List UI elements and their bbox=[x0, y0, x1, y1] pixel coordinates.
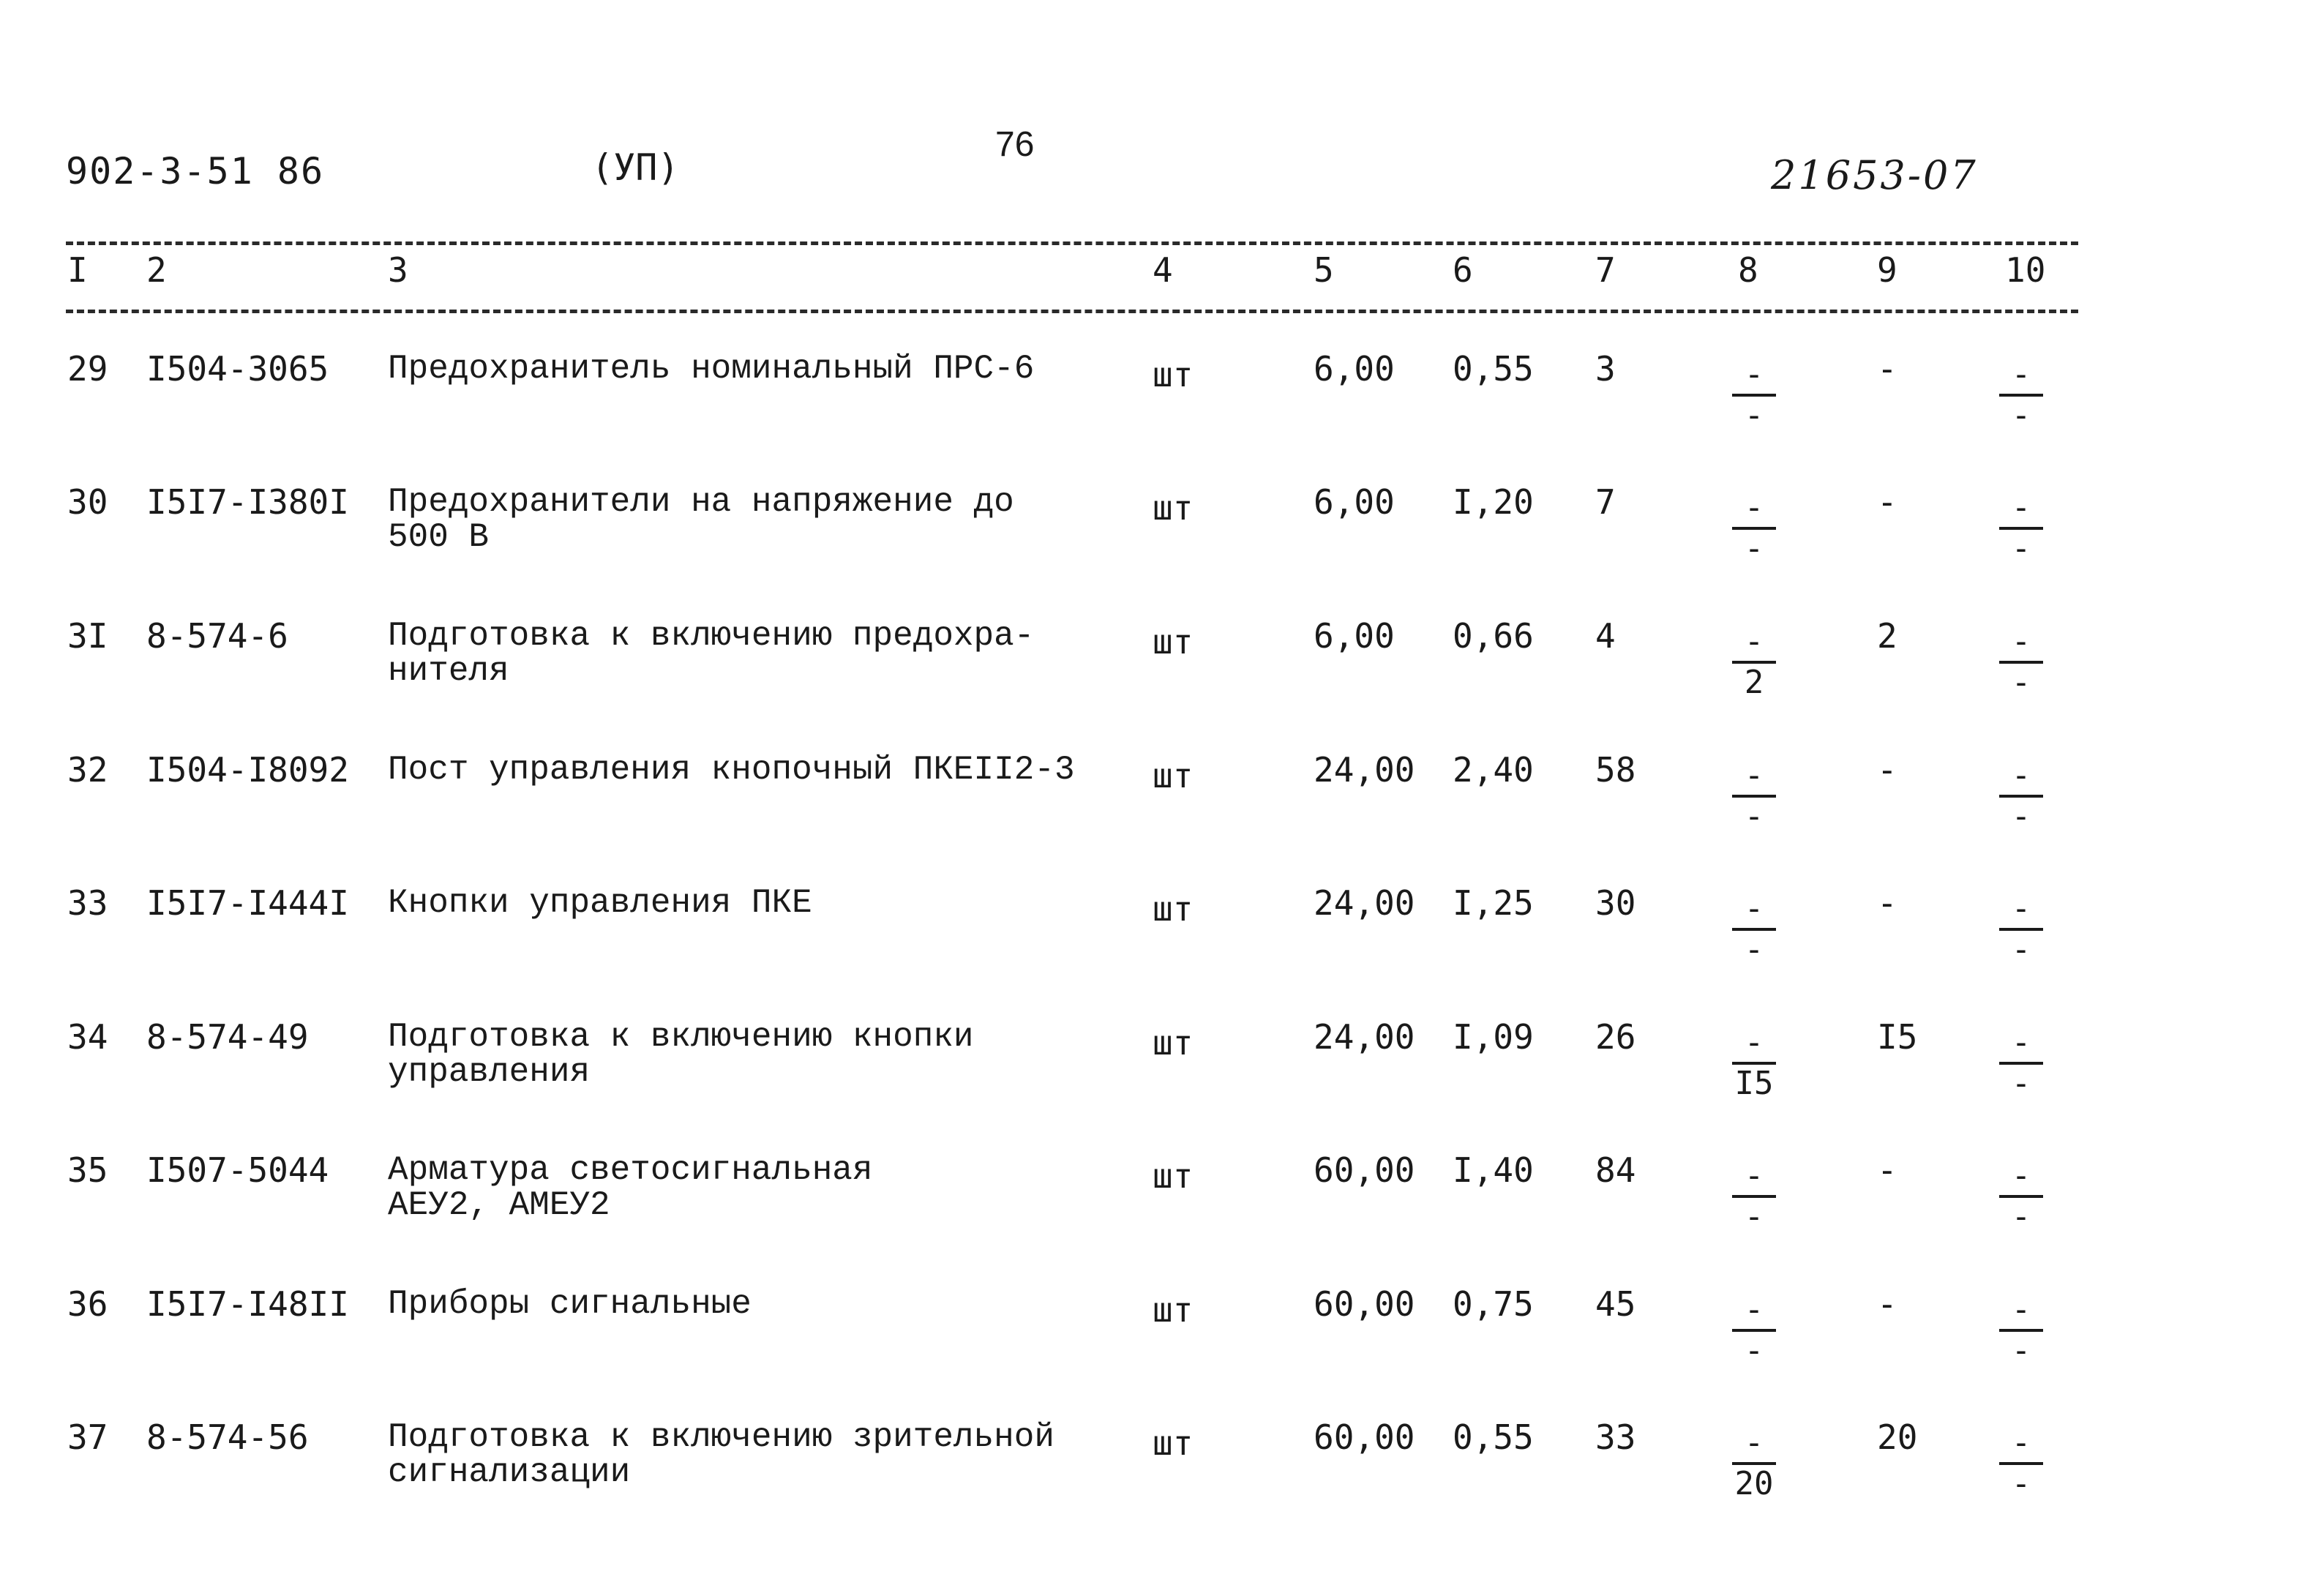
item-code: I5I7-I380I bbox=[146, 482, 349, 522]
col8-top: - bbox=[1744, 623, 1764, 660]
col8-top: - bbox=[1744, 356, 1764, 393]
item-code: I5I7-I48II bbox=[146, 1284, 349, 1324]
row-number: 36 bbox=[67, 1284, 108, 1324]
col10-bottom: - bbox=[2011, 664, 2031, 701]
total-value: 84 bbox=[1595, 1150, 1636, 1190]
unit: шт bbox=[1153, 889, 1194, 929]
description-line: Приборы сигнальные bbox=[388, 1285, 752, 1323]
item-code: I5I7-I444I bbox=[146, 883, 349, 923]
item-description bbox=[388, 1153, 873, 1223]
description-line: управления bbox=[388, 1053, 591, 1091]
page-number: 76 bbox=[995, 125, 1035, 164]
col10-bottom: - bbox=[2011, 530, 2031, 567]
unit-value: I,20 bbox=[1453, 482, 1534, 522]
row-number: 3I bbox=[67, 616, 108, 656]
col8-top: - bbox=[1744, 1424, 1764, 1461]
col10-top: - bbox=[2011, 890, 2031, 927]
col9-value: 2 bbox=[1877, 616, 1897, 656]
unit-value: I,25 bbox=[1453, 883, 1534, 923]
col10-bottom: - bbox=[2011, 1198, 2031, 1235]
col10-top: - bbox=[2011, 1424, 2031, 1461]
quantity: 60,00 bbox=[1314, 1150, 1415, 1190]
col10-top: - bbox=[2011, 1157, 2031, 1194]
col9-value: - bbox=[1877, 482, 1897, 522]
row-number: 32 bbox=[67, 750, 108, 790]
col10-fraction bbox=[1999, 489, 2043, 567]
item-description bbox=[388, 1286, 752, 1322]
column-header-3: 3 bbox=[388, 250, 408, 290]
column-header-5: 5 bbox=[1314, 250, 1334, 290]
column-header-2: 2 bbox=[146, 250, 167, 290]
quantity: 60,00 bbox=[1314, 1284, 1415, 1324]
col10-fraction bbox=[1999, 1424, 2043, 1502]
col10-top: - bbox=[2011, 1291, 2031, 1328]
item-description bbox=[388, 618, 1034, 689]
unit-value: 0,66 bbox=[1453, 616, 1534, 656]
col10-fraction bbox=[1999, 623, 2043, 701]
unit: шт bbox=[1153, 622, 1194, 662]
total-value: 58 bbox=[1595, 750, 1636, 790]
col10-top: - bbox=[2011, 1024, 2031, 1061]
description-line: сигнализации bbox=[388, 1453, 631, 1491]
col8-bottom: - bbox=[1744, 798, 1764, 835]
description-line: АЕУ2, АМЕУ2 bbox=[388, 1186, 610, 1224]
description-line: 500 В bbox=[388, 518, 490, 556]
unit-value: 0,55 bbox=[1453, 1417, 1534, 1457]
col9-value: - bbox=[1877, 750, 1897, 790]
col10-bottom: - bbox=[2011, 931, 2031, 968]
quantity: 6,00 bbox=[1314, 349, 1395, 389]
col8-top: - bbox=[1744, 1024, 1764, 1061]
quantity: 24,00 bbox=[1314, 1017, 1415, 1057]
unit-value: 0,55 bbox=[1453, 349, 1534, 389]
col8-fraction bbox=[1732, 1024, 1776, 1102]
column-header-7: 7 bbox=[1595, 250, 1616, 290]
total-value: 7 bbox=[1595, 482, 1616, 522]
description-line: Кнопки управления ПКЕ bbox=[388, 884, 812, 922]
col8-fraction bbox=[1732, 356, 1776, 434]
table-header-dashed-rule bbox=[66, 310, 2078, 313]
row-number: 29 bbox=[67, 349, 108, 389]
col9-value: I5 bbox=[1877, 1017, 1918, 1057]
total-value: 33 bbox=[1595, 1417, 1636, 1457]
item-description bbox=[388, 1420, 1054, 1490]
col10-fraction bbox=[1999, 1157, 2043, 1235]
item-code: I504-3065 bbox=[146, 349, 329, 389]
col8-fraction bbox=[1732, 757, 1776, 835]
col10-fraction bbox=[1999, 757, 2043, 835]
col8-top: - bbox=[1744, 890, 1764, 927]
description-line: Пост управления кнопочный ПКЕII2-3 bbox=[388, 751, 1075, 789]
quantity: 60,00 bbox=[1314, 1417, 1415, 1457]
unit: шт bbox=[1153, 756, 1194, 795]
col8-fraction bbox=[1732, 1157, 1776, 1235]
col8-fraction bbox=[1732, 1291, 1776, 1369]
col8-bottom: 2 bbox=[1744, 664, 1764, 701]
col8-top: - bbox=[1744, 1157, 1764, 1194]
item-description bbox=[388, 752, 1075, 787]
row-number: 33 bbox=[67, 883, 108, 923]
col8-top: - bbox=[1744, 1291, 1764, 1328]
unit-value: 2,40 bbox=[1453, 750, 1534, 790]
col8-fraction bbox=[1732, 489, 1776, 567]
column-header-6: 6 bbox=[1453, 250, 1473, 290]
col9-value: 20 bbox=[1877, 1417, 1918, 1457]
item-description bbox=[388, 885, 812, 921]
col10-fraction bbox=[1999, 890, 2043, 968]
unit: шт bbox=[1153, 488, 1194, 528]
col10-bottom: - bbox=[2011, 1332, 2031, 1369]
item-code: 8-574-49 bbox=[146, 1017, 309, 1057]
row-number: 30 bbox=[67, 482, 108, 522]
col8-fraction bbox=[1732, 1424, 1776, 1502]
item-code: 8-574-56 bbox=[146, 1417, 309, 1457]
total-value: 45 bbox=[1595, 1284, 1636, 1324]
column-header-1: I bbox=[67, 250, 88, 290]
table-top-dashed-rule bbox=[66, 241, 2078, 245]
row-number: 34 bbox=[67, 1017, 108, 1057]
col10-bottom: - bbox=[2011, 397, 2031, 434]
column-header-10: 10 bbox=[2005, 250, 2046, 290]
unit: шт bbox=[1153, 355, 1194, 394]
col8-bottom: - bbox=[1744, 397, 1764, 434]
description-line: Подготовка к включению кнопки bbox=[388, 1018, 974, 1056]
item-description bbox=[388, 484, 1014, 555]
col9-value: - bbox=[1877, 883, 1897, 923]
col8-fraction bbox=[1732, 623, 1776, 701]
description-line: нителя bbox=[388, 652, 509, 690]
col8-bottom: 20 bbox=[1734, 1465, 1774, 1502]
col9-value: - bbox=[1877, 1150, 1897, 1190]
col10-top: - bbox=[2011, 489, 2031, 526]
column-header-4: 4 bbox=[1153, 250, 1173, 290]
description-line: Арматура светосигнальная bbox=[388, 1151, 873, 1189]
quantity: 24,00 bbox=[1314, 750, 1415, 790]
col8-bottom: - bbox=[1744, 530, 1764, 567]
total-value: 30 bbox=[1595, 883, 1636, 923]
document-mark: (УП) bbox=[591, 146, 680, 189]
col9-value: - bbox=[1877, 349, 1897, 389]
col8-fraction bbox=[1732, 890, 1776, 968]
col8-bottom: I5 bbox=[1734, 1065, 1774, 1102]
col8-bottom: - bbox=[1744, 1198, 1764, 1235]
sheet-code: 21653-07 bbox=[1771, 152, 1978, 198]
description-line: Подготовка к включению зрительной bbox=[388, 1418, 1054, 1456]
document-code: 902-3-51 86 bbox=[66, 150, 325, 192]
column-header-9: 9 bbox=[1877, 250, 1897, 290]
col10-fraction bbox=[1999, 1291, 2043, 1369]
col10-fraction bbox=[1999, 1024, 2043, 1102]
unit-value: 0,75 bbox=[1453, 1284, 1534, 1324]
description-line: Подготовка к включению предохра- bbox=[388, 617, 1035, 655]
unit: шт bbox=[1153, 1290, 1194, 1330]
col8-top: - bbox=[1744, 757, 1764, 794]
item-description bbox=[388, 351, 1034, 386]
column-header-8: 8 bbox=[1738, 250, 1758, 290]
item-code: 8-574-6 bbox=[146, 616, 288, 656]
quantity: 6,00 bbox=[1314, 482, 1395, 522]
quantity: 6,00 bbox=[1314, 616, 1395, 656]
col10-fraction bbox=[1999, 356, 2043, 434]
quantity: 24,00 bbox=[1314, 883, 1415, 923]
total-value: 3 bbox=[1595, 349, 1616, 389]
col10-top: - bbox=[2011, 757, 2031, 794]
item-code: I504-I8092 bbox=[146, 750, 349, 790]
unit-value: I,09 bbox=[1453, 1017, 1534, 1057]
total-value: 4 bbox=[1595, 616, 1616, 656]
unit: шт bbox=[1153, 1423, 1194, 1463]
col10-bottom: - bbox=[2011, 1065, 2031, 1102]
unit: шт bbox=[1153, 1023, 1194, 1063]
unit: шт bbox=[1153, 1156, 1194, 1196]
row-number: 37 bbox=[67, 1417, 108, 1457]
row-number: 35 bbox=[67, 1150, 108, 1190]
col10-bottom: - bbox=[2011, 798, 2031, 835]
col10-top: - bbox=[2011, 623, 2031, 660]
description-line: Предохранитель номинальный ПРС-6 bbox=[388, 350, 1035, 388]
description-line: Предохранители на напряжение до bbox=[388, 483, 1014, 521]
col10-top: - bbox=[2011, 356, 2031, 393]
col10-bottom: - bbox=[2011, 1465, 2031, 1502]
unit-value: I,40 bbox=[1453, 1150, 1534, 1190]
item-code: I507-5044 bbox=[146, 1150, 329, 1190]
col8-top: - bbox=[1744, 489, 1764, 526]
col9-value: - bbox=[1877, 1284, 1897, 1324]
col8-bottom: - bbox=[1744, 1332, 1764, 1369]
col8-bottom: - bbox=[1744, 931, 1764, 968]
total-value: 26 bbox=[1595, 1017, 1636, 1057]
item-description bbox=[388, 1019, 974, 1090]
